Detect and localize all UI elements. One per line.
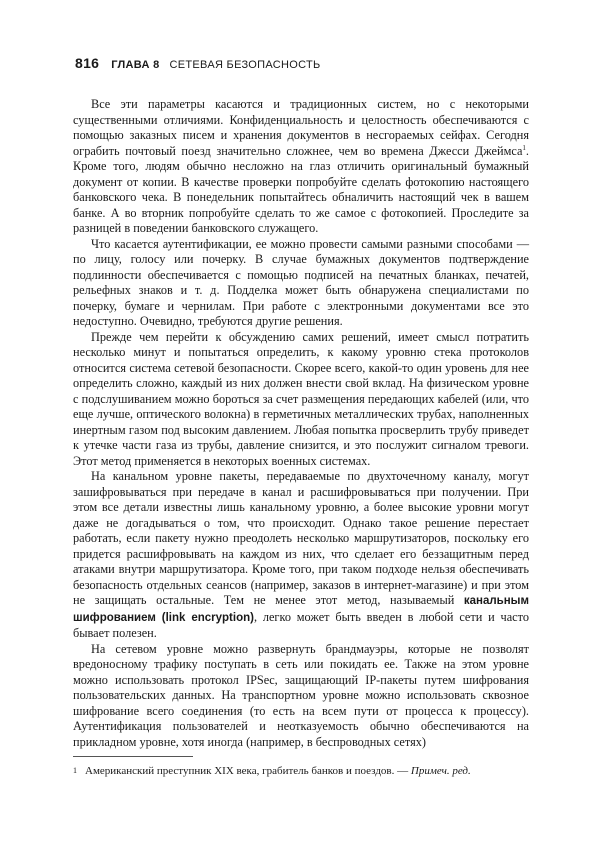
footnote-text: Американский преступник XIX века, грабитель банков и поездов. — [85,765,411,777]
body-text [73,97,529,750]
footnote-mark: 1 [73,766,77,775]
paragraph-3: Прежде чем перейти к обсуждению самих решений, имеет смысл потратить несколько минут и попытаться определить, к какому уровню стека протоколов относится система сетевой безопасности. Скорее всего, какой-то один уровень для нее определить сложно, каждый из них должен внести свой вклад. На физическом уровне с подслушиванием можно бороться за счет размещения передающих кабелей (или, что еще лучше, оптического волокна) в герметичных металлических трубах, наполненных инертным газом под высоким давлением. Любая попытка просверлить трубу приведет к утечке части газа из трубы, давление снизится, и это послужит сигналом тревоги. Этот метод применяется в некоторых военных системах. [73,329,529,468]
chapter-title: СЕТЕВАЯ БЕЗОПАСНОСТЬ [169,59,321,71]
paragraph-2: Что касается аутентификации, ее можно провести самыми разными способами — по лицу, голосу или почерку. В случае бумажных документов подтверждение подлинности обеспечивается с помощью подписей на печатных бланках, печатей, рельефных знаков и т. д. Подделка может быть обнаружена специалистами по почерку, бумаге и чернилам. При работе с электронными документами все это недоступно. Очевидно, требуются другие решения. [73,236,529,328]
bold-term: канальным шифрованием (link encryption) [73,595,529,624]
footnote-divider [73,756,193,757]
chapter-label: ГЛАВА 8 [111,59,160,71]
footnote-ref[interactable]: 1 [522,143,526,152]
paragraph-4: На канальном уровне пакеты, передаваемые по двухточечному каналу, могут зашифровываться при передаче в канал и расшифровываться при получении. При этом все детали известны лишь канальному уровню, а более высокие уровни могут даже не догадываться о том, что происходит. Однако такое решение перестает работать, если пакету нужно преодолеть несколько маршрутизаторов, поскольку его придется расшифровывать на каждом из них, что сделает его беззащитным перед атаками внутри маршрутизатора. Кроме того, при таком подходе нельзя обеспечивать безопасность отдельных сеансов (например, заказов в интернет-магазине) и при этом не защищать остальные. Тем не менее этот метод, называемый канальным шифрованием (link encryption), легко может быть введен в любой сети и часто бывает полезен. [73,469,529,640]
footnote-editor-note: Примеч. ред. [410,765,471,777]
paragraph-5: На сетевом уровне можно развернуть брандмауэры, которые не позволят вредоносному трафику поступать в сеть или покидать ее. Также на этом уровне можно использовать протокол IPSec, защищающий IP-пакеты путем шифрования пользовательских данных. На транспортном уровне можно использовать сквозное шифрование всего соединения (то есть на всем пути от процесса к процессу). Аутентификация пользователей и неотказуемость обычно обеспечиваются на прикладном уровне, хотя иногда (например, в беспроводных сетях) [73,641,529,749]
running-header [75,55,321,71]
page-number: 816 [75,55,100,71]
footnote [73,764,529,778]
paragraph-1: Все эти параметры касаются и традиционных систем, но с некоторыми существенными отличиями. Конфиденциальность и целостность обеспечиваются с помощью заказных писем и хранения документов в несгораемых сейфах. Сегодня ограбить почтовый поезд значительно сложнее, чем во времена Джесси Джеймса$^1$. Кроме того, людям обычно несложно на глаз отличить оригинальный бумажный документ от копии. В качестве проверки попробуйте сделать фотокопию настоящего банковского чека. В понедельник попытайтесь обналичить настоящий чек в вашем банке. А во вторник попробуйте сделать то же самое с фотокопией. Проследите за разницей в поведении банковского служащего. [73,97,529,235]
